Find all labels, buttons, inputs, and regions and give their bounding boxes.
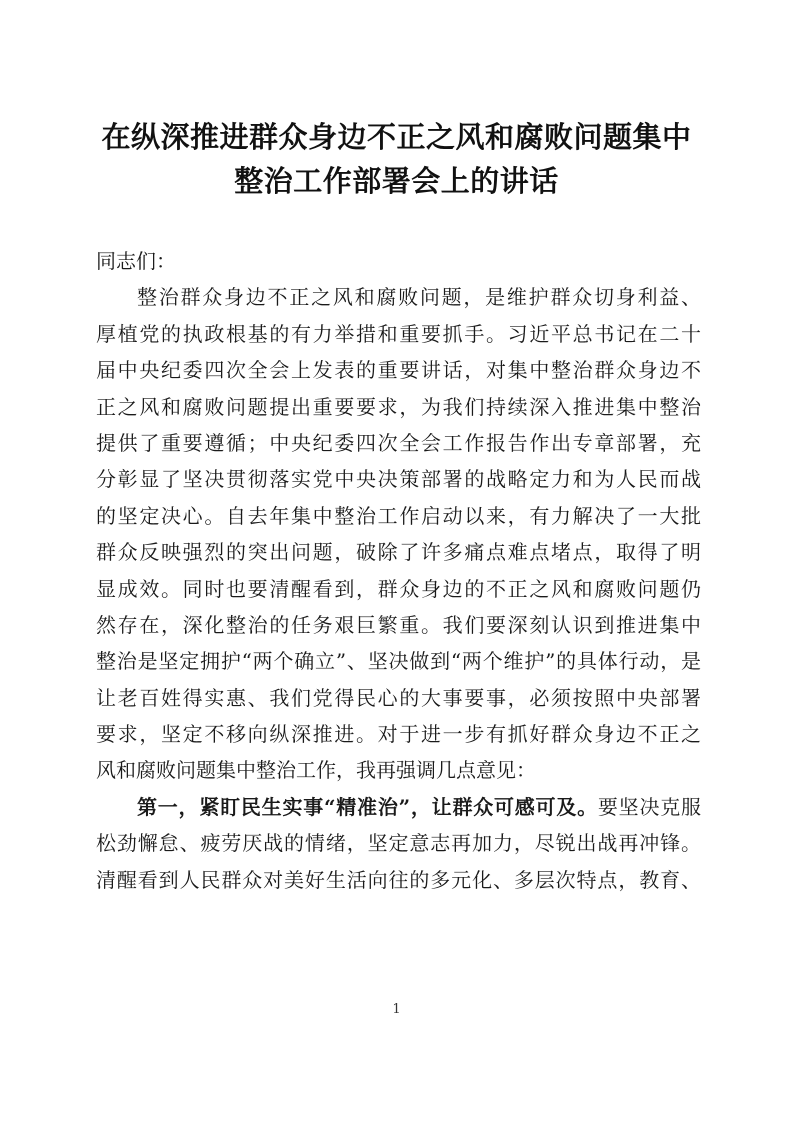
- salutation: 同志们：: [96, 249, 176, 273]
- page-number: 1: [392, 1002, 401, 1017]
- paragraph-1-line: 厚植党的执政根基的有力举措和重要抓手。习近平总书记在二十: [96, 321, 701, 346]
- paragraph-1-line: 整治群众身边不正之风和腐败问题，是维护群众切身利益、: [137, 285, 701, 310]
- paragraph-2-line: 清醒看到人民群众对美好生活向往的多元化、多层次特点，教育、: [96, 867, 701, 892]
- document-title-line-2: 整治工作部署会上的讲话: [234, 164, 559, 198]
- paragraph-2-first-line: [96, 789, 701, 825]
- paragraph-2-line: 松劲懈怠、疲劳厌战的情绪，坚定意志再加力，尽锐出战再冲锋。: [96, 831, 701, 856]
- paragraph-1-line: 风和腐败问题集中整治工作，我再强调几点意见：: [96, 758, 536, 783]
- paragraph-2-first-rest: 要坚决克服: [597, 794, 701, 819]
- paragraph-1-line: 要求，坚定不移向纵深推进。对于进一步有抓好群众身边不正之: [96, 722, 701, 747]
- paragraph-2-heading: 第一，紧盯民生实事“精准治”，让群众可感可及。: [137, 794, 598, 819]
- paragraph-1-line: 群众反映强烈的突出问题，破除了许多痛点难点堵点，取得了明: [96, 540, 701, 565]
- paragraph-1-line: 然存在，深化整治的任务艰巨繁重。我们要深刻认识到推进集中: [96, 612, 701, 637]
- paragraph-1-line: 届中央纪委四次全会上发表的重要讲话，对集中整治群众身边不: [96, 358, 701, 383]
- paragraph-1-line: 显成效。同时也要清醒看到，群众身边的不正之风和腐败问题仍: [96, 576, 701, 601]
- document-title-line-1: 在纵深推进群众身边不正之风和腐败问题集中: [101, 120, 692, 154]
- paragraph-1-line: 整治是坚定拥护“两个确立”、坚决做到“两个维护”的具体行动，是: [96, 649, 701, 674]
- paragraph-1-line: 的坚定决心。自去年集中整治工作启动以来，有力解决了一大批: [96, 503, 701, 528]
- document-body: [96, 243, 701, 898]
- paragraph-1-line: 正之风和腐败问题提出重要要求，为我们持续深入推进集中整治: [96, 394, 701, 419]
- paragraph-1-line: 分彰显了坚决贯彻落实党中央决策部署的战略定力和为人民而战: [96, 467, 701, 492]
- paragraph-1-line: 让老百姓得实惠、我们党得民心的大事要事，必须按照中央部署: [96, 685, 701, 710]
- paragraph-1-line: 提供了重要遵循；中央纪委四次全会工作报告作出专章部署，充: [96, 430, 701, 455]
